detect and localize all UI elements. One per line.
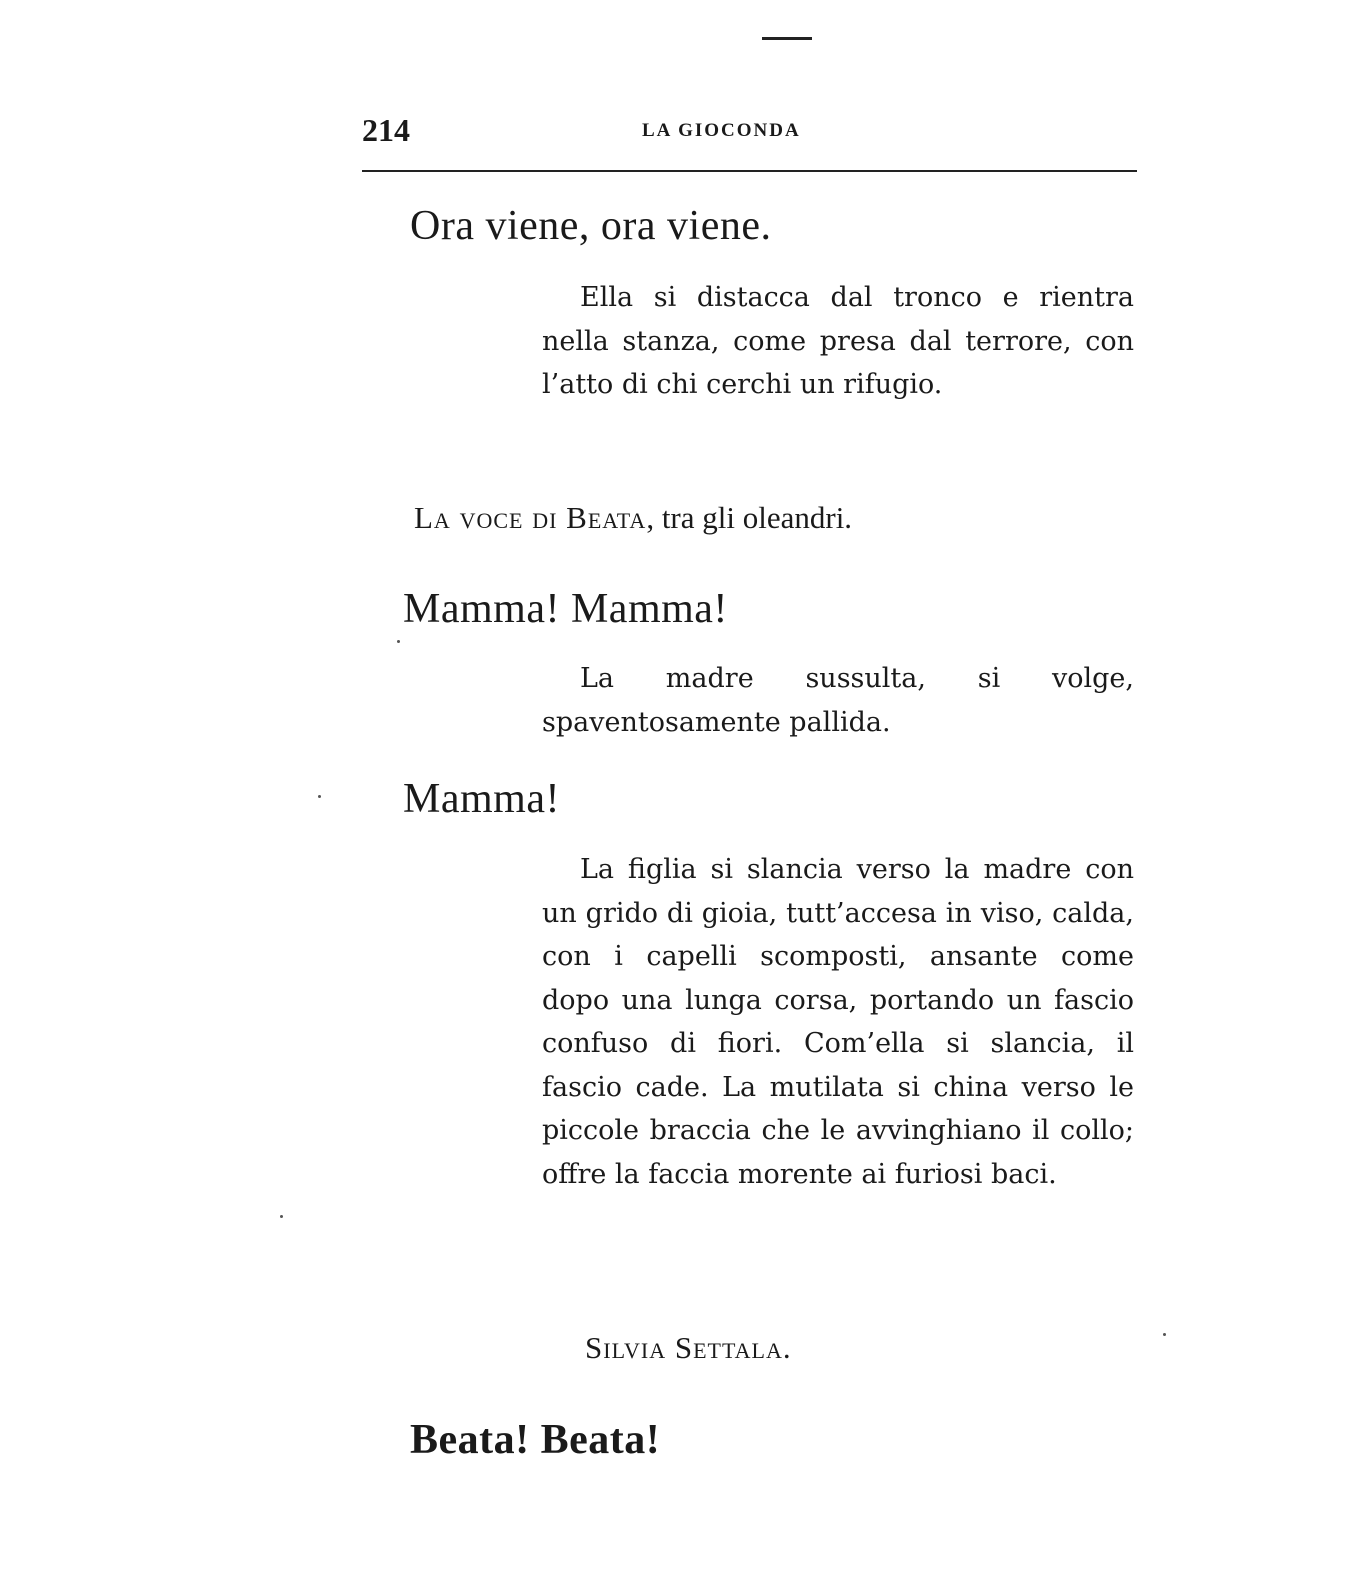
scan-speck bbox=[280, 1215, 283, 1218]
speaker-line-1 bbox=[414, 500, 852, 536]
header-rule bbox=[362, 170, 1137, 172]
speaker-name-2: Silvia Settala. bbox=[585, 1330, 792, 1365]
scan-speck bbox=[397, 640, 400, 643]
dialogue-line-4: Beata! Beata! bbox=[410, 1417, 661, 1463]
dialogue-line-2: Mamma! Mamma! bbox=[403, 586, 728, 632]
stage-direction-2: La madre sussulta, si volge, spaventosamente pallida. bbox=[542, 663, 1134, 738]
page-header bbox=[362, 112, 1137, 152]
scan-speck bbox=[318, 795, 321, 798]
speaker-name-1: La voce di Beata bbox=[414, 500, 647, 535]
top-dash-mark bbox=[762, 37, 812, 40]
dialogue-line-3: Mamma! bbox=[403, 776, 560, 822]
stage-direction-3: La figlia si slancia verso la madre con un grido di gioia, tutt’accesa in viso, calda, con i capelli scomposti, ansante come dopo una lunga corsa, portando un fascio confuso di fiori. Com’ella si slancia, il fascio cade. La mutilata si china verso le piccole braccia che le avvinghiano il collo; offre la faccia morente ai furiosi baci. bbox=[542, 854, 1134, 1190]
speaker-note-1: , tra gli oleandri. bbox=[646, 500, 853, 535]
scan-speck bbox=[1163, 1333, 1166, 1336]
page-number: 214 bbox=[362, 112, 410, 148]
speaker-line-2 bbox=[585, 1330, 792, 1366]
stage-direction-1: Ella si distacca dal tronco e rientra nella stanza, come presa dal terrore, con l’atto di chi cerchi un rifugio. bbox=[542, 282, 1134, 400]
dialogue-line-1: Ora viene, ora viene. bbox=[410, 203, 772, 249]
running-title: LA GIOCONDA bbox=[642, 120, 801, 141]
